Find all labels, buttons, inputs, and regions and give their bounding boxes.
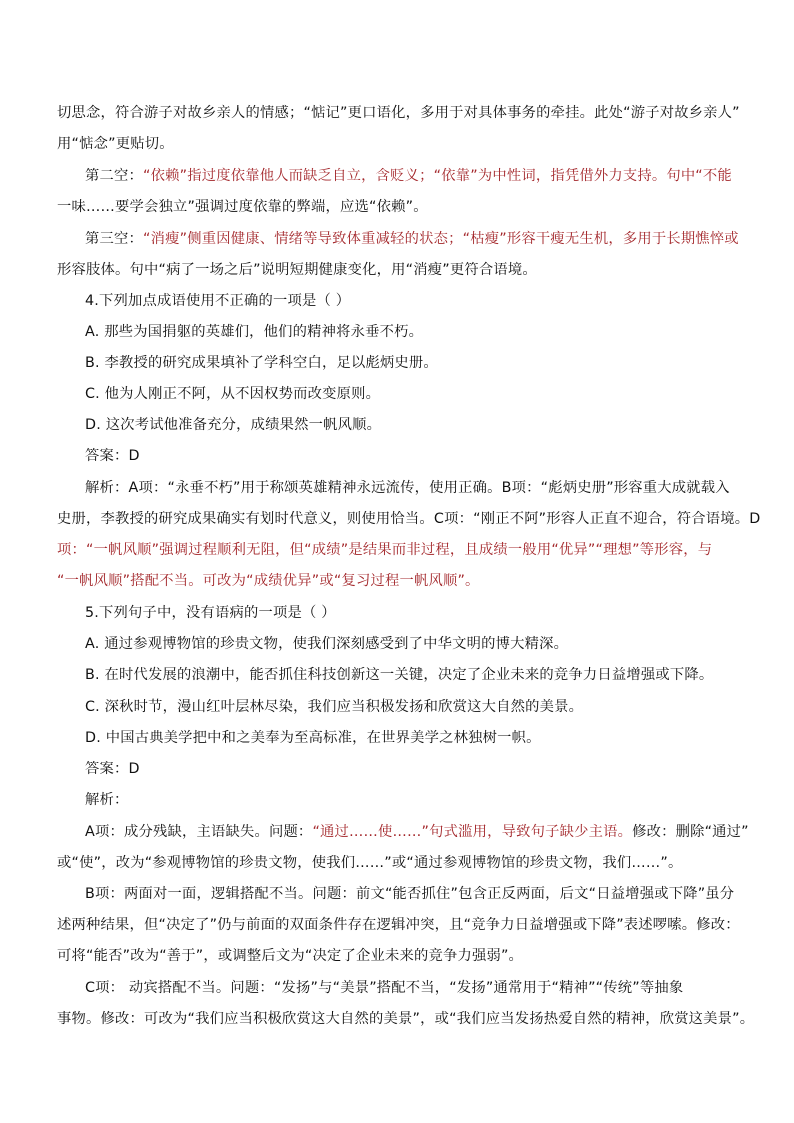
blank2-label: 第二空： [85,168,143,184]
q5-stem: 5.下列句子中，没有语病的一项是（ ） [85,605,336,621]
q4-option-b: B. 李教授的研究成果填补了学科空白，足以彪炳史册。 [85,355,438,371]
q5-c-explanation-1: C项： 动宾搭配不当。问题：“发扬”与“美景”搭配不当，“发扬”通常用于“精神”“传统”等抽象 [85,980,684,996]
q5-option-b: B. 在时代发展的浪潮中，能否抓住科技创新这一关键，决定了企业未来的竞争力日益增强或下降。 [85,667,714,683]
q5-option-a: A. 通过参观博物馆的珍贵文物，使我们深刻感受到了中华文明的博大精深。 [85,636,569,652]
q4-explanation-2: 史册，李教授的研究成果确实有划时代意义，则使用恰当。C项：“刚正不阿”形容人正直不迎合，符合语境。D [57,511,761,527]
q4-option-a: A. 那些为国捐躯的英雄们，他们的精神将永垂不朽。 [85,324,424,340]
q4-explanation-1: 解析：A项：“永垂不朽”用于称颂英雄精神永远流传，使用正确。B项：“彪炳史册”形容重大成就载入 [85,480,730,496]
q5-b-explanation-3: 可将“能否”改为“善于”，或调整后文为“决定了企业未来的竞争力强弱”。 [57,948,524,964]
q5-a-problem: A项：成分残缺，主语缺失。问题： [85,824,313,840]
q4-explanation-3: 项：“一帆风顺”强调过程顺利无阻，但“成绩”是结果而非过程，且成绩一般用“优异”“理想”等形容，与 [57,542,713,558]
q4-stem: 4.下列加点成语使用不正确的一项是（ ） [85,293,351,309]
q4-answer: 答案：D [85,448,140,464]
q5-a-fix: 修改：删除“通过” [632,824,749,840]
blank3-line-1 [85,229,769,249]
intro-line-2: 用“惦念”更贴切。 [57,136,174,152]
q5-a-explanation-2: 或“使”，改为“参观博物馆的珍贵文物，使我们……”或“通过参观博物馆的珍贵文物，我们……”。 [57,855,683,871]
blank3-label: 第三空： [85,231,143,247]
q5-c-explanation-2: 事物。修改：可改为“我们应当积极欣赏这大自然的美景”，或“我们应当发扬热爱自然的精神，欣赏这美景”。 [57,1011,755,1027]
blank2-red-text: “依赖”指过度依靠他人而缺乏自立，含贬义；“依靠”为中性词，指凭借外力支持。句中“不能 [143,168,732,184]
q5-explanation-label: 解析： [85,792,129,808]
q4-option-c: C. 他为人刚正不阿，从不因权势而改变原则。 [85,386,381,402]
q5-b-explanation-1: B项：两面对一面，逻辑搭配不当。问题：前文“能否抓住”包含正反两面，后文“日益增强或下降”虽分 [85,886,735,902]
q5-option-d: D. 中国古典美学把中和之美奉为至高标准，在世界美学之林独树一帜。 [85,730,541,746]
q4-option-d: D. 这次考试他准备充分，成绩果然一帆风顺。 [85,417,382,433]
blank2-line-2: 一味……要学会独立”强调过度依靠的弊端，应选“依赖”。 [57,199,428,215]
q5-option-c: C. 深秋时节，漫山红叶层林尽染，我们应当积极发扬和欣赏这大自然的美景。 [85,699,584,715]
q4-explanation-4: “一帆风顺”搭配不当。可改为“成绩优异”或“复习过程一帆风顺”。 [57,573,480,589]
q5-answer: 答案：D [85,761,140,777]
q5-a-explanation-1 [85,822,769,842]
q5-a-red-text: “通过……使……”句式滥用，导致句子缺少主语。 [312,824,633,840]
blank3-red-text: “消瘦”侧重因健康、情绪等导致体重减轻的状态；“枯瘦”形容干瘦无生机，多用于长期憔悴或 [143,231,739,247]
blank3-line-2: 形容肢体。句中“病了一场之后”说明短期健康变化，用“消瘦”更符合语境。 [57,262,537,278]
blank2-line-1 [85,166,769,186]
q5-b-explanation-2: 述两种结果，但“决定了”仍与前面的双面条件存在逻辑冲突，且“竞争力日益增强或下降”表述啰嗦。修改： [57,917,740,933]
intro-line-1: 切思念，符合游子对故乡亲人的情感；“惦记”更口语化，多用于对具体事务的牵挂。此处“游子对故乡亲人” [57,105,740,121]
